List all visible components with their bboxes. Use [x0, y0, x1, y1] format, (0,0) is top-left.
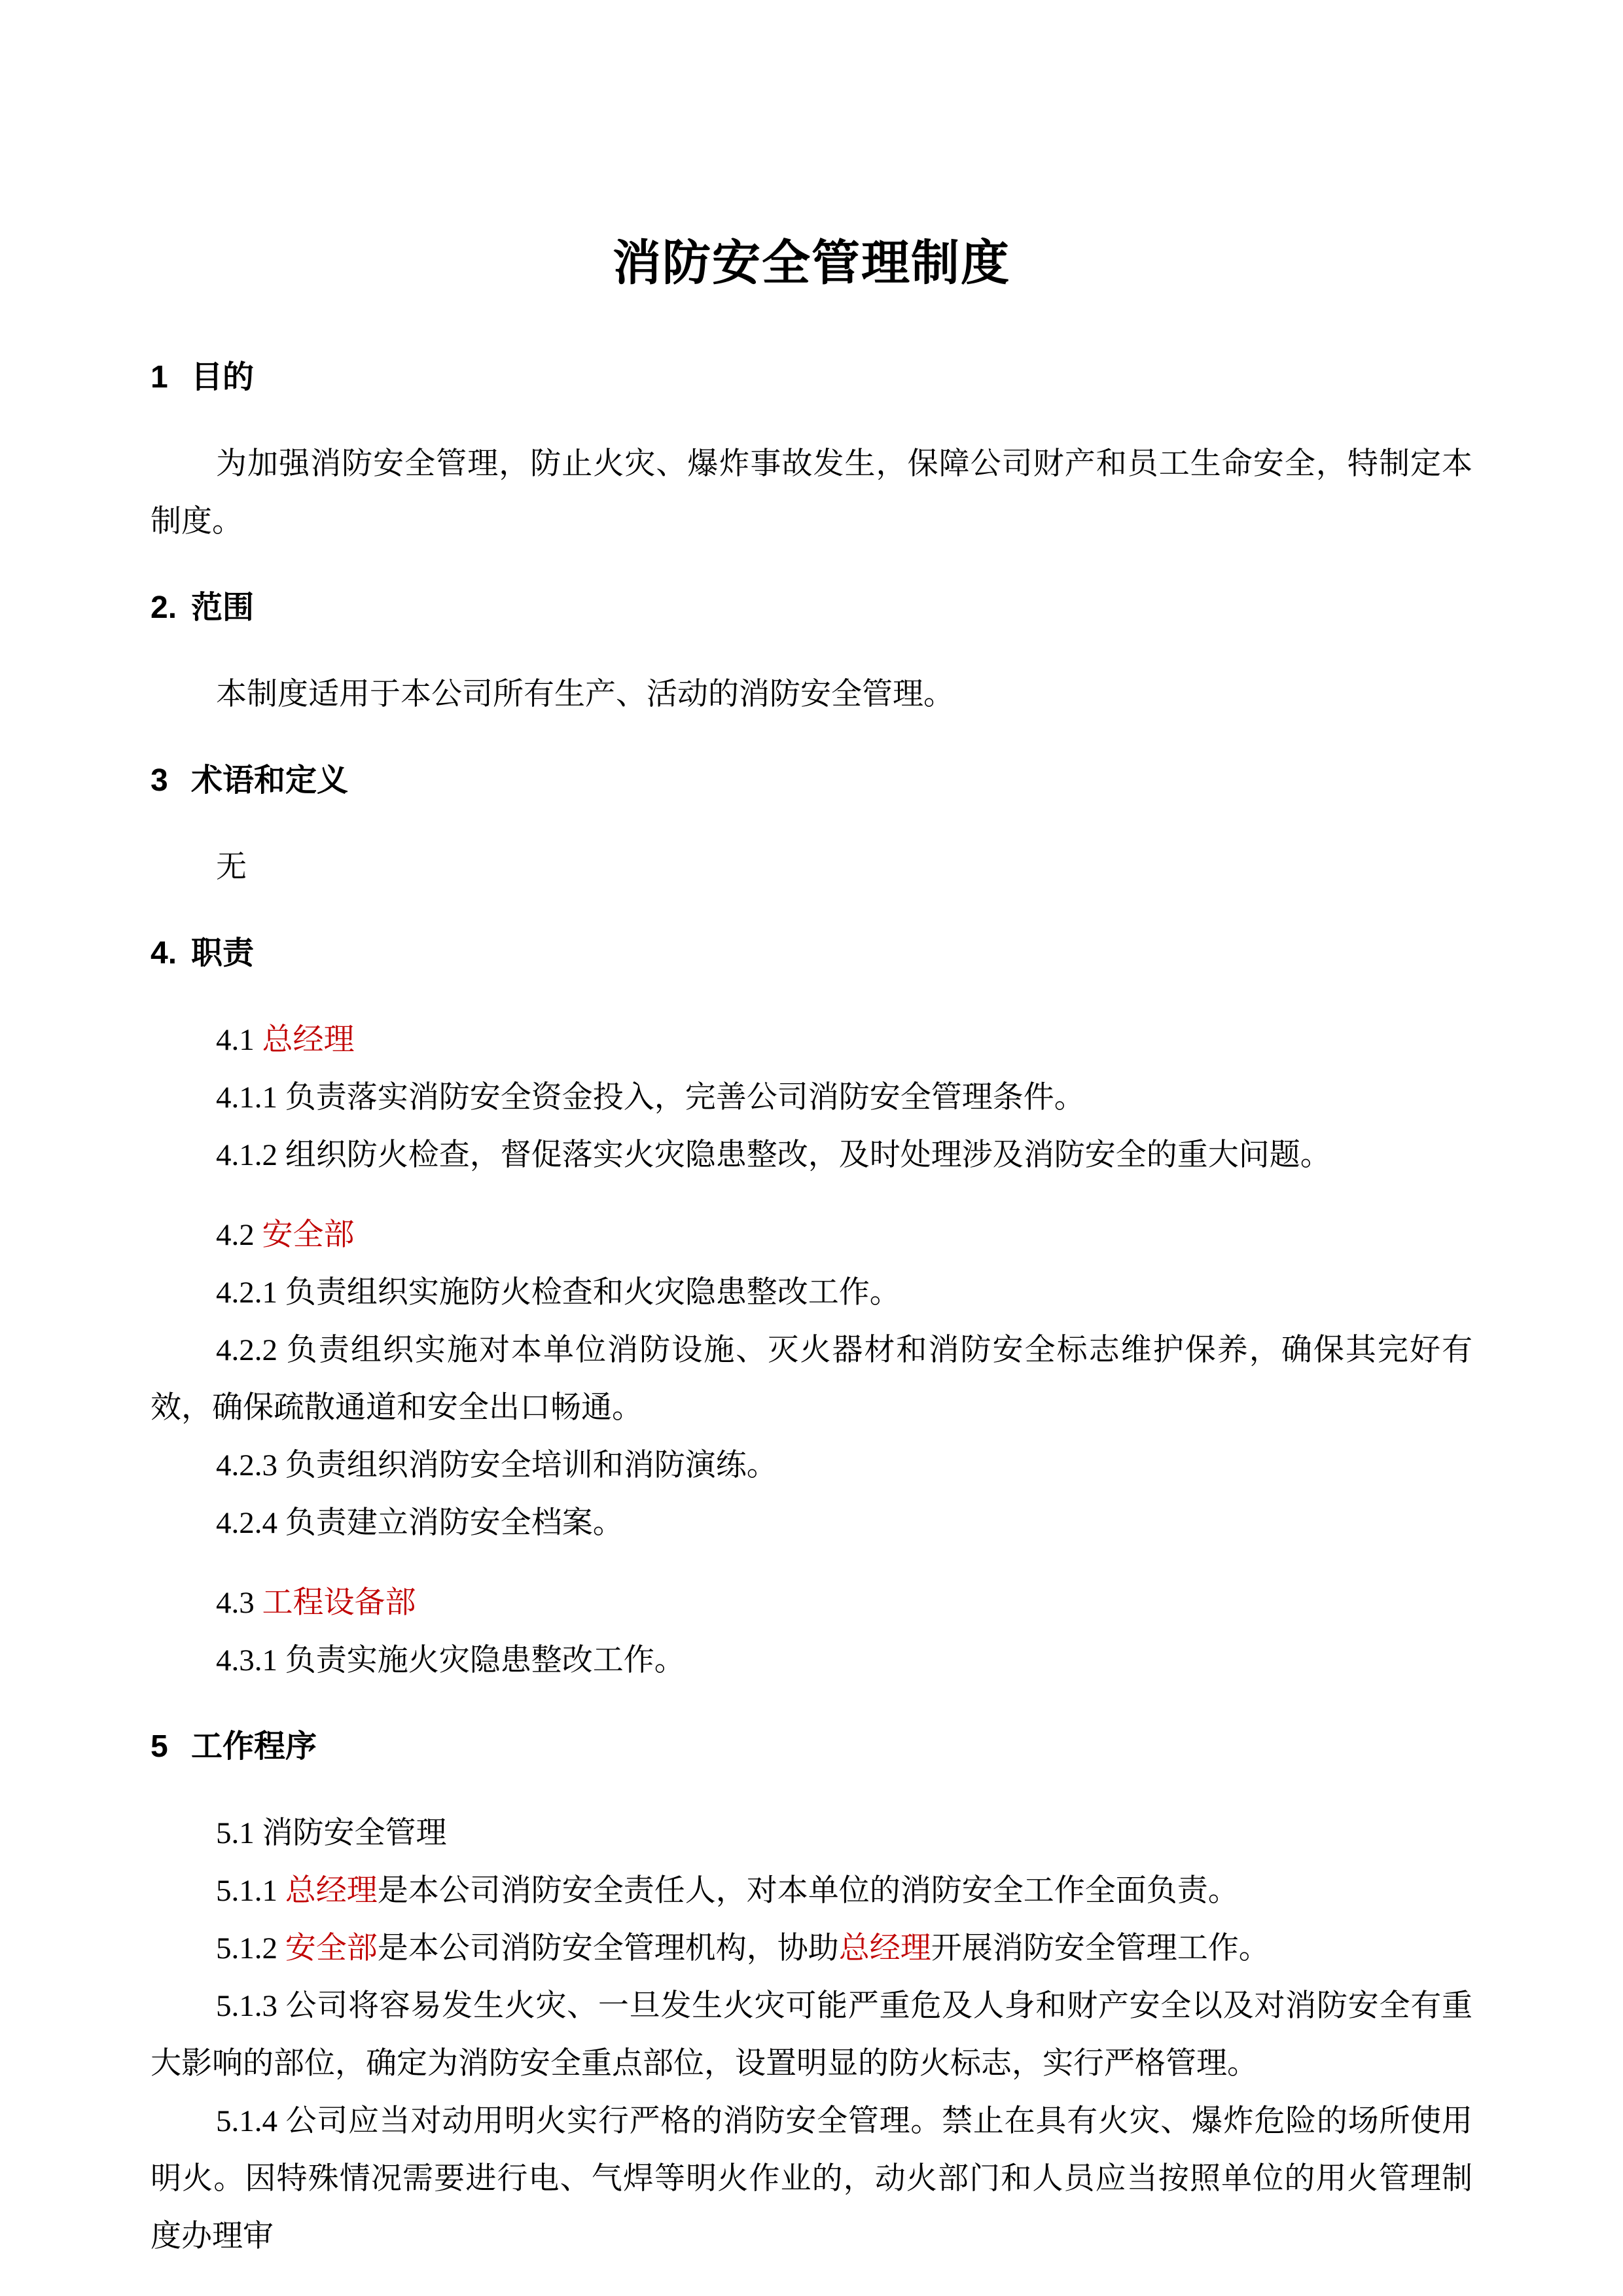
section-4-heading	[151, 925, 1472, 982]
section-4-number: 4.	[151, 936, 177, 971]
section-5-title: 工作程序	[191, 1729, 317, 1764]
subsection-4-3-number: 4.3	[216, 1586, 262, 1620]
item-5-1-1-text: 是本公司消防安全责任人，对本单位的消防安全工作全面负责。	[377, 1874, 1239, 1908]
item-5-1-3: 5.1.3 公司将容易发生火灾、一旦发生火灾可能严重危及人身和财产安全以及对消防安全有重大影响的部位，确定为消防安全重点部位，设置明显的防火标志，实行严格管理。	[151, 1989, 1472, 2081]
item-4-2-4: 4.2.4 负责建立消防安全档案。	[216, 1506, 624, 1540]
item-5-1-2-term-safety-dept: 安全部	[285, 1931, 378, 1965]
item-4-1-1: 4.1.1 负责落实消防安全资金投入，完善公司消防安全管理条件。	[216, 1081, 1085, 1115]
subsection-4-3-department: 工程设备部	[262, 1586, 416, 1620]
section-3-title: 术语和定义	[191, 763, 349, 798]
section-1-title: 目的	[191, 360, 255, 395]
item-4-2-2: 4.2.2 负责组织实施对本单位消防设施、灭火器材和消防安全标志维护保养，确保其完好有效，确保疏散通道和安全出口畅通。	[151, 1333, 1472, 1425]
section-5-number: 5	[151, 1729, 168, 1764]
subsection-4-1-number: 4.1	[216, 1023, 262, 1057]
section-2-heading	[151, 579, 1472, 637]
item-4-2-1: 4.2.1 负责组织实施防火检查和火灾隐患整改工作。	[216, 1276, 901, 1310]
item-5-1-4: 5.1.4 公司应当对动用明火实行严格的消防安全管理。禁止在具有火灾、爆炸危险的场所使用明火。因特殊情况需要进行电、气焊等明火作业的，动火部门和人员应当按照单位的用火管理制度办理审	[151, 2104, 1472, 2253]
item-5-1-1-number: 5.1.1	[216, 1874, 285, 1908]
subsection-4-2-department: 安全部	[262, 1218, 355, 1252]
subsection-4-2-heading	[151, 1206, 1472, 1264]
section-1-number: 1	[151, 360, 168, 395]
subsection-4-2-number: 4.2	[216, 1218, 262, 1252]
item-5-1-2-text-mid: 是本公司消防安全管理机构，协助	[377, 1931, 839, 1965]
item-5-1-1	[151, 1862, 1472, 1920]
item-4-2-3: 4.2.3 负责组织消防安全培训和消防演练。	[216, 1448, 777, 1482]
item-5-1-1-term-general-manager: 总经理	[285, 1874, 378, 1908]
subsection-4-1-heading	[151, 1011, 1472, 1069]
item-4-3-1: 4.3.1 负责实施火灾隐患整改工作。	[216, 1643, 685, 1677]
section-1-heading	[151, 349, 1472, 406]
section-3-number: 3	[151, 763, 168, 798]
subsection-4-3-heading	[151, 1574, 1472, 1632]
item-5-1-2-text-end: 开展消防安全管理工作。	[931, 1931, 1270, 1965]
item-4-1-2: 4.1.2 组织防火检查，督促落实火灾隐患整改，及时处理涉及消防安全的重大问题。	[216, 1138, 1331, 1172]
section-5-heading	[151, 1718, 1472, 1776]
section-3-heading	[151, 752, 1472, 810]
document-title: 消防安全管理制度	[613, 237, 1010, 291]
section-4-title: 职责	[191, 936, 255, 971]
section-2-title: 范围	[191, 590, 255, 625]
item-5-1-2-number: 5.1.2	[216, 1931, 285, 1965]
section-2-paragraph: 本制度适用于本公司所有生产、活动的消防安全管理。	[216, 677, 954, 711]
item-5-1-2	[151, 1920, 1472, 1977]
section-2-number: 2.	[151, 590, 177, 625]
section-1-paragraph: 为加强消防安全管理，防止火灾、爆炸事故发生，保障公司财产和员工生命安全，特制定本制度。	[151, 447, 1472, 539]
subsection-5-1-heading: 5.1 消防安全管理	[216, 1816, 447, 1850]
section-3-paragraph: 无	[216, 850, 247, 884]
subsection-4-1-department: 总经理	[262, 1023, 355, 1057]
item-5-1-2-term-general-manager: 总经理	[838, 1931, 931, 1965]
